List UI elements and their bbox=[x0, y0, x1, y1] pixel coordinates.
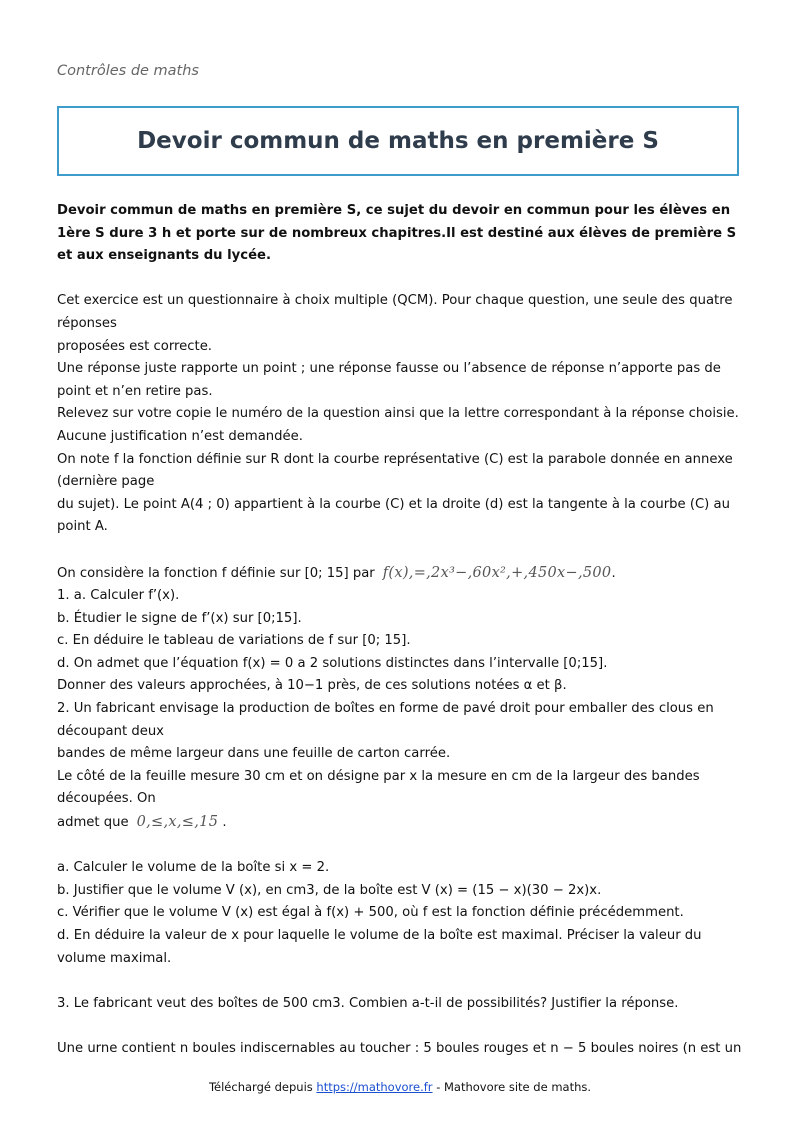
urn-paragraph: Une urne contient n boules indiscernables au toucher : 5 boules rouges et n − 5 boules noires (n est un bbox=[57, 1040, 742, 1056]
spacer bbox=[57, 970, 745, 993]
article-content bbox=[57, 200, 745, 1061]
text-line: Relevez sur votre copie le numéro de la question ainsi que la lettre correspondant à la réponse choisie. bbox=[57, 406, 739, 422]
text-line: b. Justifier que le volume V (x), en cm3, de la boîte est V (x) = (15 − x)(30 − 2x)x. bbox=[57, 882, 602, 898]
spacer bbox=[57, 1015, 745, 1038]
text-line: a. Calculer le volume de la boîte si x = 2. bbox=[57, 860, 330, 876]
breadcrumb[interactable]: Contrôles de maths bbox=[57, 63, 199, 79]
text-line: Donner des valeurs approchées, à 10−1 près, de ces solutions notées α et β. bbox=[57, 678, 567, 694]
spacer bbox=[57, 835, 745, 858]
admet-line: admet que 0,≤,x,≤,15 . bbox=[57, 814, 227, 831]
text-line: On note f la fonction définie sur R dont la courbe représentative (C) est la parabole donnée en annexe (dernière page bbox=[57, 451, 733, 490]
text-line: Cet exercice est un questionnaire à choix multiple (QCM). Pour chaque question, une seule des quatre réponses bbox=[57, 293, 733, 331]
function-definition-line: On considère la fonction f définie sur [0; 15] par f(x),=,2x³−,60x²,+,450x−,500. bbox=[57, 564, 616, 581]
text-line: bandes de même largeur dans une feuille de carton carrée. bbox=[57, 746, 451, 762]
footer bbox=[0, 1080, 800, 1094]
footer-link[interactable]: https://mathovore.fr bbox=[316, 1080, 433, 1094]
admet-formula: 0,≤,x,≤,15 bbox=[136, 814, 219, 831]
text-line: 1. a. Calculer f’(x). bbox=[57, 588, 180, 604]
footer-prefix: Téléchargé depuis bbox=[208, 1080, 313, 1094]
function-intro-text: On considère la fonction f définie sur [0; 15] par bbox=[57, 565, 375, 581]
text-line: du sujet). Le point A(4 ; 0) appartient à la courbe (C) et la droite (d) est la tangente à la courbe (C) au point A. bbox=[57, 496, 730, 535]
text-line: Une réponse juste rapporte un point ; une réponse fausse ou l’absence de réponse n’apporte pas de point et n’en retire pas. bbox=[57, 361, 721, 399]
page-title: Devoir commun de maths en première S bbox=[137, 128, 659, 154]
admet-text: admet que bbox=[57, 815, 129, 831]
text-line: Aucune justification n’est demandée. bbox=[57, 428, 303, 444]
text-line: d. On admet que l’équation f(x) = 0 a 2 solutions distinctes dans l’intervalle [0;15]. bbox=[57, 655, 608, 671]
question-3: 3. Le fabricant veut des boîtes de 500 cm3. Combien a-t-il de possibilités? Justifier la réponse. bbox=[57, 995, 679, 1011]
text-line: d. En déduire la valeur de x pour laquelle le volume de la boîte est maximal. Préciser la valeur du volume maximal. bbox=[57, 928, 702, 966]
text-line: c. Vérifier que le volume V (x) est égal à f(x) + 500, où f est la fonction définie précédemment. bbox=[57, 905, 684, 921]
footer-suffix: - Mathovore site de maths. bbox=[436, 1080, 592, 1094]
text-line: 2. Un fabricant envisage la production de boîtes en forme de pavé droit pour emballer des clous en découpant deux bbox=[57, 701, 714, 739]
spacer bbox=[57, 539, 745, 562]
function-formula: f(x),=,2x³−,60x²,+,450x−,500 bbox=[382, 564, 612, 581]
title-box bbox=[57, 106, 739, 176]
text-line: proposées est correcte. bbox=[57, 338, 212, 354]
text-line: Le côté de la feuille mesure 30 cm et on désigne par x la mesure en cm de la largeur des bandes découpées. On bbox=[57, 768, 700, 807]
intro-paragraph: Devoir commun de maths en première S, ce sujet du devoir en commun pour les élèves en 1ère S dure 3 h et porte sur de nombreux chapitres.Il est destiné aux élèves de première S et aux enseignants du lycée. bbox=[57, 203, 737, 264]
text-line: b. Étudier le signe de f’(x) sur [0;15]. bbox=[57, 610, 302, 626]
text-line: c. En déduire le tableau de variations de f sur [0; 15]. bbox=[57, 633, 411, 649]
